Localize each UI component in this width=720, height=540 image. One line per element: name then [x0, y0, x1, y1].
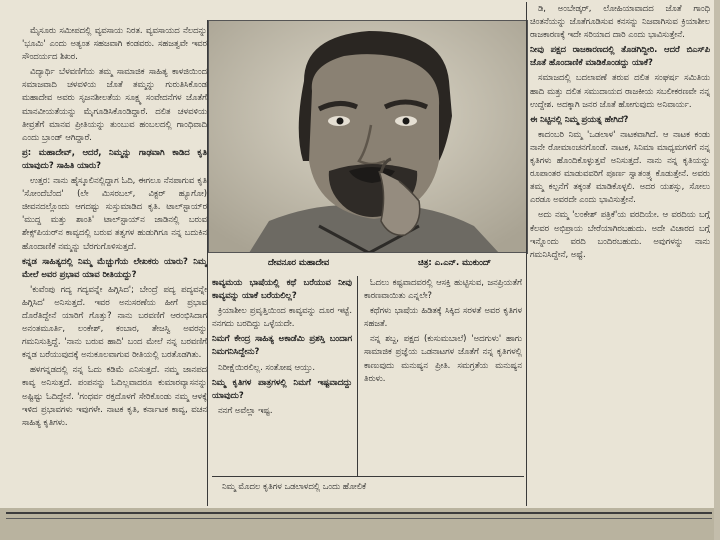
page-edge — [714, 0, 720, 540]
article-column-middle-left — [212, 276, 352, 502]
article-paragraph: ನನ್ನ ಶಬ್ದ, ಪಕ್ಷದ (ಕುಸುಮಬಾಲೆ) 'ಅದಗುಳು' ಹಾಗು ಸಾಮಾಜಿಕ ಪ್ರಜ್ಞೆಯ ಒಡನಾಟಗಳ ಜೊತೆಗೆ ನನ್ನ ಕೃತಿಗಳಲ್ಲಿ ಕಾಣುವುದು ಮನುಷ್ಯನ ಪ್ರೀತಿ. ಸಮಗ್ರತೆಯ ಮನುಷ್ಯನ ತಿರುಳು. — [364, 333, 522, 383]
article-column-bottom — [214, 480, 514, 502]
article-paragraph: ಅದು ನಮ್ಮ 'ಲಂಕೇಶ್ ಪತ್ರಿಕೆ'ಯ ವರದಿಯೇ. ಆ ವರದಿಯ ಬಗ್ಗೆ ಕೆಲವರ ಅಭಿಪ್ರಾಯ ಬೇರೆಯಾಗಿರಬಹುದು. ಅದೇ ವಿಚಾರದ ಬಗ್ಗೆ ಇನ್ನೊಂದು ವರದಿ ಬಂದಿರಬಹುದು. ಅವುಗಳನ್ನು ನಾನು ಗಮನಿಸಿದ್ದೇನೆ, ಅಷ್ಟೆ. — [530, 209, 710, 259]
interview-question: ನಿಮಗೆ ಕೇಂದ್ರ ಸಾಹಿತ್ಯ ಅಕಾಡೆಮಿ ಪ್ರಶಸ್ತಿ ಬಂದಾಗ ನಿಮಗನಿಸಿದ್ದೇನು? — [212, 333, 352, 357]
interview-question: ನಿಮ್ಮ ಕೃತಿಗಳ ಪಾತ್ರಗಳಲ್ಲಿ ನಿಮಗೆ ಇಷ್ಟವಾದದ್ದು ಯಾವುದು? — [212, 376, 352, 400]
column-divider — [207, 20, 208, 506]
interview-question: ಪ್ರ: ಮಹಾದೇವ್, ಆದರೆ, ನಿಮ್ಮನ್ನು ಗಾಢವಾಗಿ ಕಾಡಿದ ಕೃತಿ ಯಾವುದು? ಸಾಹಿತಿ ಯಾರು? — [22, 146, 207, 170]
interview-question: ಈ ನಿಟ್ಟಿನಲ್ಲಿ ನಿಮ್ಮ ಪ್ರಯತ್ನ ಹೇಗಿದೆ? — [530, 113, 629, 124]
article-column-left — [22, 24, 207, 502]
caption-credit: ಚಿತ್ರ: ಎ.ಎನ್. ಮುಕುಂದ್ — [418, 257, 491, 267]
photo-caption — [208, 252, 526, 273]
bottom-rule-thin — [6, 518, 712, 519]
article-paragraph: ಓದಲು ಕಷ್ಟವಾದವರಲ್ಲಿ ಆಸಕ್ತಿ ಹುಟ್ಟಿಸುವ, ಜನಪ್ರಿಯತೆಗೆ ಕಾರಣವಾಯಿತು ಎನ್ನಲೇ? — [364, 277, 522, 301]
interview-question: ಕನ್ನಡ ಸಾಹಿತ್ಯದಲ್ಲಿ ನಿಮ್ಮ ಮೆಚ್ಚುಗೆಯ ಲೇಖಕರು ಯಾರು? ನಿಮ್ಮ ಮೇಲೆ ಅವರ ಪ್ರಭಾವ ಯಾವ ರೀತಿಯದ್ದು? — [22, 255, 207, 279]
article-column-middle-right — [364, 276, 522, 502]
caption-subject: ದೇವನೂರ ಮಹಾದೇವ — [268, 257, 330, 267]
article-paragraph: ಕಾದಂಬರಿ ನಿಮ್ಮ 'ಒಡಲಾಳ' ನಾಟಕವಾಗಿದೆ. ಆ ನಾಟಕ ಕಂಡು ನಾನೇ ರೋಮಾಂಚನಗೊಂಡೆ. ನಾಟಕ, ಸಿನಿಮಾ ಮಾಧ್ಯಮಗಳಿಗೆ ನನ್ನ ಕೃತಿಗಳು ಹೊಂದಿಕೊಳ್ಳುತ್ತವೆ ಅನಿಸುತ್ತದೆ. ನಾನು ನನ್ನ ಕೃತಿಯನ್ನು ರೂಪಾಂತರ ಮಾಡುವವರಿಗೆ ಪೂರ್ಣ ಸ್ವಾತಂತ್ರ್ಯ ಕೊಡುತ್ತೇನೆ. ಅವರು ತಮ್ಮ ಕಲ್ಪನೆಗೆ ತಕ್ಕಂತೆ ಮಾಡಿಕೊಳ್ಳಲಿ. ಅದರ ಯಶಸ್ಸು, ಸೋಲು ಎರಡೂ ಅವರದೇ ಎಂದು ಭಾವಿಸುತ್ತೇನೆ. — [530, 128, 710, 205]
bottom-rule — [6, 512, 712, 514]
column-divider — [357, 276, 358, 476]
article-paragraph: ಕ್ರಿಯಾಶೀಲ ಪ್ರವೃತ್ತಿಯಿಂದ ಕಾವ್ಯವನ್ನು ದೂರ ಇಟ್ಟೆ. ನನಗದು ಬರದಿದ್ದು ಒಳ್ಳೆಯದೇ. — [212, 305, 352, 329]
portrait-illustration — [209, 21, 527, 253]
article-paragraph: ವಿದ್ಯಾರ್ಥಿ ಬೆಳವಣಿಗೆಯ ತಮ್ಮ ಸಾಮಾಜಿಕ ಸಾಹಿತ್ಯ ಕಾಳಜಿಯಿಂದ ಸಮಾಜವಾದಿ ಚಳವಳಿಯ ಜೊತೆ ತಮ್ಮನ್ನು ಗುರುತಿಸಿಕೊಂಡ ಮಹಾದೇವ ಅವರು ಸೃಜನಶೀಲತೆಯ ಸೂಕ್ಷ್ಮ ಸಂವೇದನೆಗಳ ಜೊತೆಗೆ ಮಾನವೀಯತೆಯನ್ನು ಮೈಗೂಡಿಸಿಕೊಂಡಿದ್ದಾರೆ. ದಲಿತ ಚಳವಳಿಯ ತೀವ್ರತೆಗೆ ಮಾನವ ಪ್ರೀತಿಯನ್ನು ತುಂಬುವ ಹಂಬಲದಲ್ಲಿ ಗಾಂಧಿವಾದಿ ಎಂದು ಬ್ರಾಂಡ್ ಆಗಿದ್ದಾರೆ. — [22, 66, 207, 142]
column-divider — [526, 2, 527, 506]
interview-question: ನೀವು ಪಕ್ಷದ ರಾಜಕಾರಣದಲ್ಲಿ ತೊಡಗಿದ್ದೀರಿ. ಆದರೆ ಬಿಎಸ್‌ಪಿ ಜೊತೆ ಹೊಂದಾಣಿಕೆ ಮಾಡಿಕೊಂಡದ್ದು ಯಾಕೆ? — [530, 44, 710, 68]
article-paragraph: ಕಥೆಗಳು ಭಾಷೆಯ ಹಿಡಿತಕ್ಕೆ ಸಿಕ್ಕಿದ ಸರಳತೆ ಅವರ ಕೃತಿಗಳ ಸಹಜತೆ. — [364, 305, 522, 329]
article-paragraph: 'ಕುವೆಂಪು ಗದ್ಯ ಗದ್ಯವನ್ನೇ ಹಿಗ್ಗಿಸಿದ'; ಬೇಂದ್ರೆ ಪದ್ಯ ಪದ್ಯವನ್ನೇ ಹಿಗ್ಗಿಸಿದ' ಅನಿಸುತ್ತದೆ. ಇವರ ಅನುಸರಣೆಯ ಹೀಗೆ ಪ್ರಭಾವ ದೊರೆತಿದ್ದೇನೆ ಯಾರಿಗೆ ಗೊತ್ತು? ನಾನು ಬರವಣಿಗೆ ಆರಂಭಿಸಿದಾಗ ಅನಂತಮೂರ್ತಿ, ಲಂಕೇಶ್, ಕಂಬಾರ, ತೇಜಸ್ವಿ ಅವರನ್ನು ಗಮನಿಸುತ್ತಿದ್ದೆ. 'ನಾನು ಬರುವ ಹಾದಿ' ಬಂದ ಮೇಲೆ ನನ್ನ ಬರವಣಿಗೆ ಕನ್ನಡ ಬರೆಯುವುದಕ್ಕೆ ಅನುಕೂಲವಾಗುವ ರೀತಿಯಲ್ಲಿ ಬರತೊಡಗಿತು. — [22, 283, 207, 360]
article-paragraph: ಹಳಗನ್ನಡದಲ್ಲಿ ನನ್ನ ಓದು ಕಡಿಮೆ ಎನಿಸುತ್ತದೆ. ನಮ್ಮ ಜಾನಪದ ಕಾವ್ಯ ಅನಿಸುತ್ತದೆ. ಪಂಪನನ್ನು ಓದಿಲ್ಲವಾದರೂ ಕುಮಾರವ್ಯಾಸನನ್ನು ಅಷ್ಟಿಷ್ಟು ಓದಿದ್ದೇನೆ. 'ಗಂಧರ್ವ ರಕ್ತದೊಳಗೆ ಸೇರಿಕೊಂಡು ನಮ್ಮ ಆಳಕ್ಕೆ ಇಳಿದ ಪ್ರಭಾವಗಳು ಇವುಗಳೇ. ನಾಟಕ ಕೃತಿ, ಕರ್ನಾಟಕ ಕಾವ್ಯ, ವಚನ ಸಾಹಿತ್ಯ ಕೃತಿಗಳು. — [22, 364, 207, 427]
article-paragraph: ನನಗೆ ಅವೆಲ್ಲಾ ಇಷ್ಟ. — [218, 404, 273, 415]
interview-question: ಕಾವ್ಯಮಯ ಭಾಷೆಯಲ್ಲಿ ಕಥೆ ಬರೆಯುವ ನೀವು ಕಾವ್ಯವನ್ನು ಯಾಕೆ ಬರೆಯಲಿಲ್ಲ? — [212, 277, 352, 301]
article-paragraph: ನಿರೀಕ್ಷೆಯಿರಲಿಲ್ಲ. ಸಂತೋಷ ಆಯ್ತು. — [218, 361, 315, 372]
article-paragraph: ಸಮಾಜದಲ್ಲಿ ಬದಲಾವಣೆ ತರುವ ದಲಿತ ಸಂಘರ್ಷ ಸಮಿತಿಯ ಹಾದಿ ಮತ್ತು ದಲಿತ ಸಮುದಾಯದ ರಾಜಕೀಯ ಸಬಲೀಕರಣವೇ ನನ್ನ ಉದ್ದೇಶ. ಅದಕ್ಕಾಗಿ ಜನರ ಜೊತೆ ಹೋಗುವುದು ಅನಿವಾರ್ಯ. — [530, 72, 710, 109]
article-paragraph: ನಿಮ್ಮ ಮೊದಲ ಕೃತಿಗಳ ಒಡಲಾಳದಲ್ಲಿ ಒಂದು ಹೋಲಿಕೆ — [222, 481, 367, 491]
article-paragraph: ಮೈಸೂರು ಸಮೀಪದಲ್ಲಿ ವ್ಯವಸಾಯ ನಿರತ. ವ್ಯವಸಾಯದ ನೆಲದನ್ನು 'ಭೂಮಿ' ಎಂದು ಅತ್ಯಂತ ಸಹಜವಾಗಿ ಕಂಡವರು. ಸಹಜತ್ವವೇ ಇವರ ಸೌಂದರ್ಯದ ಶಿಖರ. — [22, 25, 207, 62]
article-column-right — [530, 2, 710, 502]
article-paragraph: ಡಿ, ಅಂಬೇಡ್ಕರ್, ಲೋಹಿಯಾವಾದದ ಜೊತೆ ಗಾಂಧಿ ಚಿಂತನೆಯನ್ನು ಜೊತೆಗೂಡಿಸುವ ಕನಸನ್ನು ನಿಜವಾಗಿಸುವ ಕ್ರಿಯಾಶೀಲ ರಾಜಕಾರಣಕ್ಕೆ ಇದೇ ಸರಿಯಾದ ದಾರಿ ಎಂದು ಭಾವಿಸುತ್ತೇನೆ. — [530, 3, 710, 40]
article-paragraph: ಉತ್ತರ: ನಾನು ಹೈಸ್ಕೂಲಿನಲ್ಲಿದ್ದಾಗ ಓದಿ, ಈಗಲೂ ನೆನಪಾಗುವ ಕೃತಿ 'ಸೋಂದೆಬೆಂದ' (ಲೇ ಮಿಸರಬಲ್, ವಿಕ್ಟರ್ ಹ್ಯೂಗೋ) ಜೀವನದಲ್ಲೊಂದು ಆಗದಷ್ಟು ಸುಸ್ತುಮಾಡಿದ ಕೃತಿ. ಟಾಲ್‌ಸ್ಟಾಯ್‌ರ 'ಮುದ್ದ ಮತ್ತು ಶಾಂತಿ' ಟಾಲ್‌ಸ್ಟಾಯ್‌ನ ಜಾಡಿನಲ್ಲಿ ಬರುವ ಶೇಕ್ಸ್‌ಪಿಯರ್‌ನ ಕಾವ್ಯದಲ್ಲಿ ಬರುವ ತತ್ವಗಳ ಹುಡುಗಿಗೂ ನನ್ನ ಬದುಕಿನ ಹೊಂದಾಣಿಕೆ ನಮ್ಮನ್ನು ಬೆರಗುಗೊಳಿಸುತ್ತದೆ. — [22, 175, 207, 251]
author-portrait — [208, 20, 528, 254]
